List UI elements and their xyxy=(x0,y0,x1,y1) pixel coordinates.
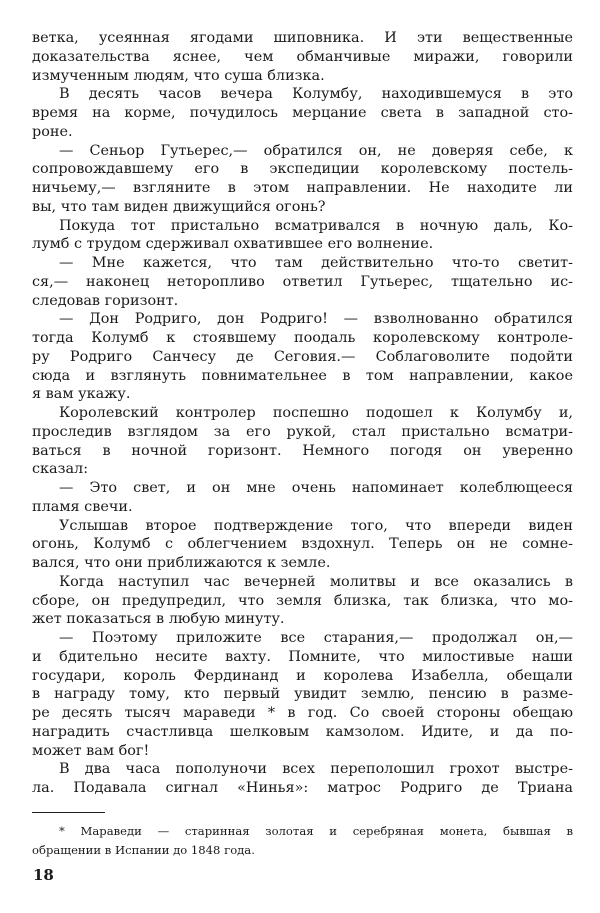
text-line: ла. Подавала сигнал «Нинья»: матрос Родриго де Триана xyxy=(32,780,573,796)
footnote-line: * Мараведи — старинная золотая и серебряная монета, бывшая в xyxy=(59,824,573,838)
text-line: время на корме, почудилось мерцание света в западной сто- xyxy=(32,105,573,121)
text-line: проследив взглядом за его рукой, стал пристально всматри- xyxy=(32,423,573,440)
text-line: ветка, усеянная ягодами шиповника. И эти вещественные xyxy=(32,30,573,46)
text-line: ваться в ночной горизонт. Немного погодя он уверенно xyxy=(32,442,573,459)
paragraph xyxy=(32,217,573,255)
text-line: ре десять тысяч мараведи * в год. Со своей стороны обещаю xyxy=(32,705,573,721)
footnote-divider xyxy=(32,812,105,813)
paragraph xyxy=(32,404,573,479)
text-line: огонь, Колумб с облегчением вздохнул. Теперь он не сомне- xyxy=(32,536,573,553)
text-line: доказательства яснее, чем обманчивые миражи, говорили xyxy=(32,48,573,65)
text-line: может вам бог! xyxy=(32,742,150,759)
footnote xyxy=(32,823,573,861)
text-line: я вам укажу. xyxy=(32,386,131,403)
body-text xyxy=(32,29,573,798)
text-line: ничьему,— взгляните в этом направлении. Не находите ли xyxy=(32,180,573,196)
paragraph xyxy=(32,629,573,760)
text-line: ру Родриго Санчесу де Сеговия.— Соблаговолите подойти xyxy=(32,348,573,365)
text-line: сборе, он предупредил, что земля близка, так близка, что мо- xyxy=(32,592,573,609)
text-line: сопровождавшему его в экспедиции королевскому постель- xyxy=(32,161,573,178)
text-line: тогда Колумб к стоявшему поодаль королевскому контроле- xyxy=(32,330,573,346)
text-line: ся,— наконец неторопливо ответил Гутьерес, тщательно ис- xyxy=(32,273,573,290)
text-line: — Поэтому приложите все старания,— продолжал он,— xyxy=(59,630,573,646)
text-line: Когда наступил час вечерней молитвы и все оказались в xyxy=(59,573,573,590)
text-line: вался, что они приближаются к земле. xyxy=(32,555,331,571)
text-line: — Это свет, и он мне очень напоминает колеблющееся xyxy=(59,480,573,496)
text-line: и бдительно несите вахту. Помните, что милостивые наши xyxy=(32,648,573,665)
text-line: — Сеньор Гутьерес,— обратился он, не доверяя себе, к xyxy=(59,142,573,159)
paragraph xyxy=(32,85,573,141)
text-line: — Мне кажется, что там действительно что-то светит- xyxy=(59,255,573,271)
page-number: 18 xyxy=(33,866,54,884)
text-line: В два часа пополуночи всех переполошил грохот выстре- xyxy=(59,761,573,778)
paragraph xyxy=(32,142,573,217)
text-line: государи, король Фердинанд и королева Изабелла, обещали xyxy=(32,667,573,684)
text-line: сказал: xyxy=(32,461,89,478)
footnote-line: обращении в Испании до 1848 года. xyxy=(32,842,255,857)
paragraph xyxy=(32,517,573,573)
text-line: в награду тому, кто первый увидит землю, пенсию в разме- xyxy=(32,686,573,703)
paragraph xyxy=(32,310,573,404)
paragraph xyxy=(32,760,573,798)
text-line: сюда и взглянуть повнимательнее в том направлении, какое xyxy=(32,367,573,384)
paragraph xyxy=(32,254,573,310)
text-line: измученным людям, что суша близка. xyxy=(32,67,325,84)
paragraph xyxy=(32,573,573,629)
text-line: наградить счастливца шелковым камзолом. Идите, и да по- xyxy=(32,723,573,740)
text-line: Королевский контролер поспешно подошел к Колумбу и, xyxy=(59,405,573,421)
text-line: В десять часов вечера Колумбу, находившемуся в это xyxy=(59,86,573,103)
text-line: лумб с трудом сдерживал охватившее его волнение. xyxy=(32,236,434,253)
text-line: пламя свечи. xyxy=(32,498,133,515)
paragraph xyxy=(32,29,573,85)
text-line: Покуда тот пристально всматривался в ночную даль, Ко- xyxy=(59,217,573,234)
paragraph xyxy=(32,479,573,517)
text-line: следовав горизонт. xyxy=(32,292,179,309)
text-line: жет показаться в любую минуту. xyxy=(32,611,285,628)
text-line: вы, что там виден движущийся огонь? xyxy=(32,198,326,215)
text-line: роне. xyxy=(32,123,73,140)
text-line: Услышав второе подтверждение того, что впереди виден xyxy=(59,517,573,534)
text-line: — Дон Родриго, дон Родриго! — взволнованно обратился xyxy=(59,311,573,328)
